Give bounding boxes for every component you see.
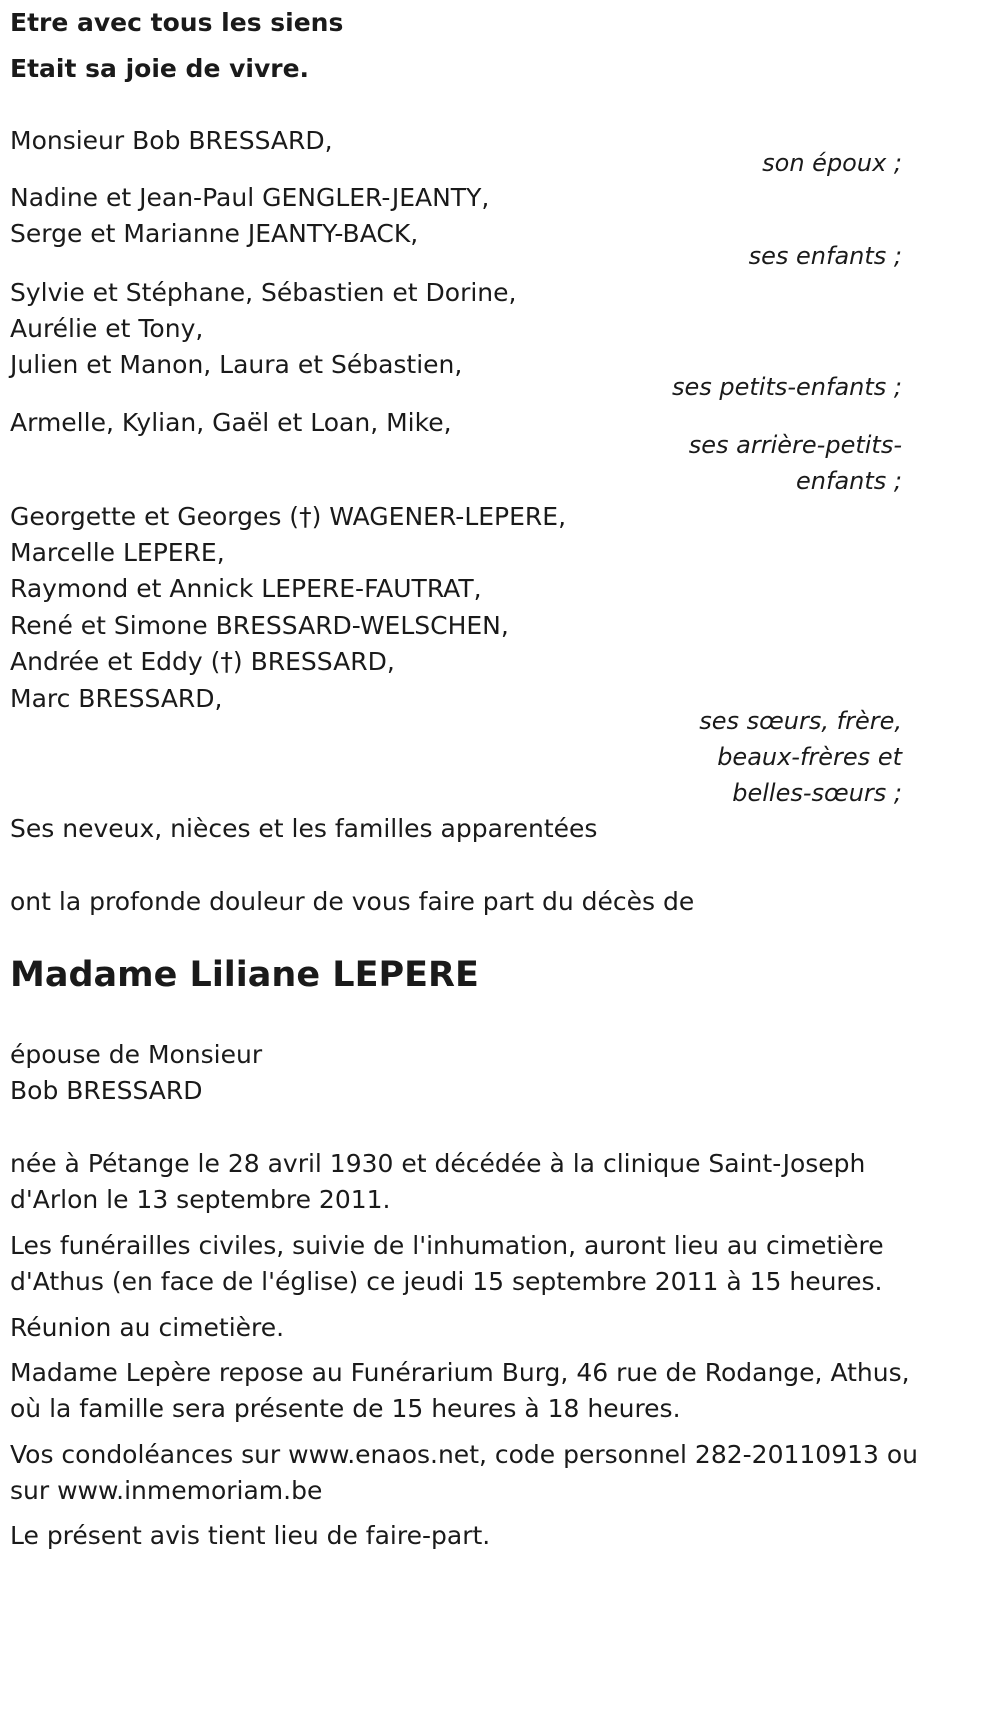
siblings-relation: beaux-frères et [717,743,902,771]
grandchildren-relation: ses petits-enfants ; [671,373,902,401]
birth-death-line: née à Pétange le 28 avril 1930 et décédée à la clinique Saint-Joseph [10,1149,866,1178]
sibling-name: Marcelle LEPERE, [10,538,225,567]
husband-name: Monsieur Bob BRESSARD, [10,126,333,155]
funerarium-line: Madame Lepère repose au Funérarium Burg, 46 rue de Rodange, Athus, [10,1358,910,1387]
siblings-relation: belles-sœurs ; [732,779,902,807]
birth-death-line: d'Arlon le 13 septembre 2011. [10,1185,391,1214]
great-grandchild-name: Armelle, Kylian, Gaël et Loan, Mike, [10,408,452,437]
child-name: Serge et Marianne JEANTY-BACK, [10,219,419,248]
notice-line: Le présent avis tient lieu de faire-part. [10,1521,491,1550]
spouse-of-line: Bob BRESSARD [10,1076,203,1105]
spouse-of-line: épouse de Monsieur [10,1040,263,1069]
grandchild-name: Aurélie et Tony, [10,314,204,343]
deceased-name: Madame Liliane LEPERE [10,955,479,995]
announcement-line: ont la profonde douleur de vous faire part du décès de [10,887,695,916]
condolences-line: sur www.inmemoriam.be [10,1476,323,1505]
husband-relation: son époux ; [762,149,902,177]
children-relation: ses enfants ; [748,242,902,270]
funeral-line: Les funérailles civiles, suivie de l'inhumation, auront lieu au cimetière [10,1231,884,1260]
motto-line-2: Etait sa joie de vivre. [10,54,310,83]
siblings-relation: ses sœurs, frère, [699,707,902,735]
funeral-line: d'Athus (en face de l'église) ce jeudi 15 septembre 2011 à 15 heures. [10,1267,883,1296]
motto-line-1: Etre avec tous les siens [10,8,344,37]
sibling-name: Georgette et Georges (†) WAGENER-LEPERE, [10,502,567,531]
grandchild-name: Sylvie et Stéphane, Sébastien et Dorine, [10,278,517,307]
condolences-line: Vos condoléances sur www.enaos.net, code personnel 282-20110913 ou [10,1440,919,1469]
sibling-name: Andrée et Eddy (†) BRESSARD, [10,647,395,676]
funerarium-line: où la famille sera présente de 15 heures à 18 heures. [10,1394,681,1423]
great-grandchildren-relation: enfants ; [796,467,902,495]
great-grandchildren-relation: ses arrière-petits- [688,431,902,459]
sibling-name: Raymond et Annick LEPERE-FAUTRAT, [10,574,482,603]
relatives-line: Ses neveux, nièces et les familles apparentées [10,814,598,843]
sibling-name: René et Simone BRESSARD-WELSCHEN, [10,611,509,640]
child-name: Nadine et Jean-Paul GENGLER-JEANTY, [10,183,490,212]
grandchild-name: Julien et Manon, Laura et Sébastien, [10,350,463,379]
meeting-line: Réunion au cimetière. [10,1313,285,1342]
sibling-name: Marc BRESSARD, [10,684,223,713]
